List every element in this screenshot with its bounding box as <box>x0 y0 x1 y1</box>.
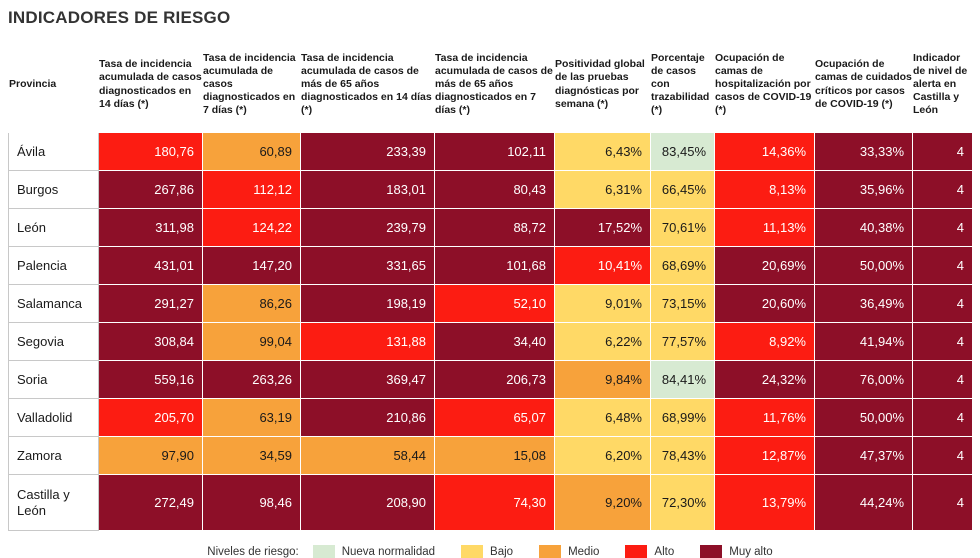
legend-item-alto <box>625 545 674 558</box>
legend-item-medio <box>539 545 599 558</box>
table-cell: 86,26 <box>203 285 301 323</box>
table-cell: 80,43 <box>435 171 555 209</box>
row-header-provincia: Zamora <box>9 437 99 475</box>
table-cell: 8,13% <box>715 171 815 209</box>
table-cell: 272,49 <box>99 475 203 531</box>
table-cell: 205,70 <box>99 399 203 437</box>
table-cell: 183,01 <box>301 171 435 209</box>
table-cell: 35,96% <box>815 171 913 209</box>
table-row <box>9 133 973 171</box>
table-cell: 369,47 <box>301 361 435 399</box>
table-cell: 267,86 <box>99 171 203 209</box>
table-cell: 84,41% <box>651 361 715 399</box>
table-cell: 4 <box>913 399 973 437</box>
table-cell: 4 <box>913 171 973 209</box>
table-cell: 11,76% <box>715 399 815 437</box>
table-cell: 74,30 <box>435 475 555 531</box>
table-cell: 58,44 <box>301 437 435 475</box>
table-cell: 263,26 <box>203 361 301 399</box>
table-cell: 6,43% <box>555 133 651 171</box>
table-cell: 9,20% <box>555 475 651 531</box>
legend-item-nueva-normalidad <box>313 545 435 558</box>
table-cell: 83,45% <box>651 133 715 171</box>
table-cell: 112,12 <box>203 171 301 209</box>
table-cell: 6,22% <box>555 323 651 361</box>
table-cell: 50,00% <box>815 247 913 285</box>
table-cell: 17,52% <box>555 209 651 247</box>
table-cell: 4 <box>913 209 973 247</box>
table-cell: 20,69% <box>715 247 815 285</box>
legend-item-muy-alto <box>700 545 772 558</box>
table-cell: 206,73 <box>435 361 555 399</box>
table-cell: 291,27 <box>99 285 203 323</box>
table-cell: 9,01% <box>555 285 651 323</box>
table-cell: 208,90 <box>301 475 435 531</box>
table-cell: 78,43% <box>651 437 715 475</box>
table-cell: 11,13% <box>715 209 815 247</box>
table-cell: 65,07 <box>435 399 555 437</box>
row-header-provincia: Palencia <box>9 247 99 285</box>
table-cell: 124,22 <box>203 209 301 247</box>
table-row <box>9 475 973 531</box>
table-cell: 98,46 <box>203 475 301 531</box>
table-cell: 36,49% <box>815 285 913 323</box>
table-cell: 198,19 <box>301 285 435 323</box>
table-cell: 102,11 <box>435 133 555 171</box>
row-header-provincia: Salamanca <box>9 285 99 323</box>
table-cell: 308,84 <box>99 323 203 361</box>
table-cell: 15,08 <box>435 437 555 475</box>
table-cell: 559,16 <box>99 361 203 399</box>
table-cell: 6,31% <box>555 171 651 209</box>
column-header-ia7: Tasa de incidencia acumulada de casos diagnosticados en 7 días (*) <box>203 37 301 133</box>
legend-label: Bajo <box>490 545 514 558</box>
table-cell: 63,19 <box>203 399 301 437</box>
table-cell: 20,60% <box>715 285 815 323</box>
legend-swatch-icon <box>539 545 561 558</box>
table-cell: 4 <box>913 475 973 531</box>
row-header-provincia: Soria <box>9 361 99 399</box>
table-cell: 76,00% <box>815 361 913 399</box>
table-row <box>9 285 973 323</box>
legend-label: Medio <box>568 545 600 558</box>
legend <box>8 545 972 558</box>
legend-title: Niveles de riesgo: <box>207 545 299 558</box>
table-cell: 12,87% <box>715 437 815 475</box>
column-header-positividad: Positividad global de las pruebas diagnósticas por semana (*) <box>555 37 651 133</box>
legend-label: Nueva normalidad <box>341 545 436 558</box>
table-cell: 4 <box>913 285 973 323</box>
column-header-nivel-alerta: Indicador de nivel de alerta en Castilla y León <box>913 37 973 133</box>
table-cell: 233,39 <box>301 133 435 171</box>
column-header-trazabilidad: Porcentaje de casos con trazabilidad (*) <box>651 37 715 133</box>
table-body <box>9 133 973 531</box>
column-header-ia7-65: Tasa de incidencia acumulada de casos de más de 65 años diagnosticados en 7 días (*) <box>435 37 555 133</box>
legend-swatch-icon <box>461 545 483 558</box>
table-cell: 88,72 <box>435 209 555 247</box>
legend-swatch-icon <box>313 545 335 558</box>
table-row <box>9 437 973 475</box>
column-header-ocupacion-uci: Ocupación de camas de cuidados críticos por casos de COVID-19 (*) <box>815 37 913 133</box>
table-cell: 239,79 <box>301 209 435 247</box>
legend-item-bajo <box>461 545 513 558</box>
table-cell: 4 <box>913 133 973 171</box>
table-cell: 311,98 <box>99 209 203 247</box>
table-cell: 50,00% <box>815 399 913 437</box>
table-cell: 68,69% <box>651 247 715 285</box>
table-cell: 131,88 <box>301 323 435 361</box>
table-cell: 9,84% <box>555 361 651 399</box>
table-cell: 52,10 <box>435 285 555 323</box>
table-row <box>9 323 973 361</box>
row-header-provincia: Burgos <box>9 171 99 209</box>
column-header-provincia: Provincia <box>9 37 99 133</box>
table-row <box>9 247 973 285</box>
table-cell: 97,90 <box>99 437 203 475</box>
table-cell: 40,38% <box>815 209 913 247</box>
table-cell: 331,65 <box>301 247 435 285</box>
column-header-ia14-65: Tasa de incidencia acumulada de casos de más de 65 años diagnosticados en 14 días (*) <box>301 37 435 133</box>
table-cell: 34,40 <box>435 323 555 361</box>
column-header-ocupacion-hospital: Ocupación de camas de hospitalización por casos de COVID-19 (*) <box>715 37 815 133</box>
table-cell: 147,20 <box>203 247 301 285</box>
table-cell: 24,32% <box>715 361 815 399</box>
row-header-provincia: Valladolid <box>9 399 99 437</box>
table-cell: 4 <box>913 247 973 285</box>
table-cell: 210,86 <box>301 399 435 437</box>
table-cell: 99,04 <box>203 323 301 361</box>
table-header-row <box>9 37 973 133</box>
table-cell: 4 <box>913 437 973 475</box>
table-row <box>9 361 973 399</box>
table-row <box>9 171 973 209</box>
legend-swatch-icon <box>625 545 647 558</box>
legend-label: Alto <box>654 545 675 558</box>
legend-swatch-icon <box>700 545 722 558</box>
table-cell: 66,45% <box>651 171 715 209</box>
table-cell: 4 <box>913 323 973 361</box>
table-cell: 8,92% <box>715 323 815 361</box>
table-row <box>9 399 973 437</box>
table-cell: 73,15% <box>651 285 715 323</box>
page-title: INDICADORES DE RIESGO <box>8 8 231 27</box>
table-cell: 72,30% <box>651 475 715 531</box>
table-cell: 44,24% <box>815 475 913 531</box>
table-cell: 47,37% <box>815 437 913 475</box>
table-row <box>9 209 973 247</box>
table-cell: 33,33% <box>815 133 913 171</box>
table-cell: 70,61% <box>651 209 715 247</box>
row-header-provincia: Castilla y León <box>9 475 99 531</box>
table-cell: 60,89 <box>203 133 301 171</box>
table-cell: 68,99% <box>651 399 715 437</box>
row-header-provincia: Ávila <box>9 133 99 171</box>
table-cell: 6,48% <box>555 399 651 437</box>
row-header-provincia: Segovia <box>9 323 99 361</box>
row-header-provincia: León <box>9 209 99 247</box>
table-cell: 431,01 <box>99 247 203 285</box>
table-cell: 101,68 <box>435 247 555 285</box>
table-cell: 180,76 <box>99 133 203 171</box>
table-header <box>9 37 973 133</box>
table-cell: 41,94% <box>815 323 913 361</box>
column-header-ia14: Tasa de incidencia acumulada de casos diagnosticados en 14 días (*) <box>99 37 203 133</box>
risk-indicators-table <box>8 36 973 531</box>
table-cell: 13,79% <box>715 475 815 531</box>
table-cell: 4 <box>913 361 973 399</box>
table-cell: 34,59 <box>203 437 301 475</box>
table-cell: 6,20% <box>555 437 651 475</box>
table-cell: 10,41% <box>555 247 651 285</box>
table-cell: 14,36% <box>715 133 815 171</box>
legend-label: Muy alto <box>729 545 773 558</box>
table-cell: 77,57% <box>651 323 715 361</box>
